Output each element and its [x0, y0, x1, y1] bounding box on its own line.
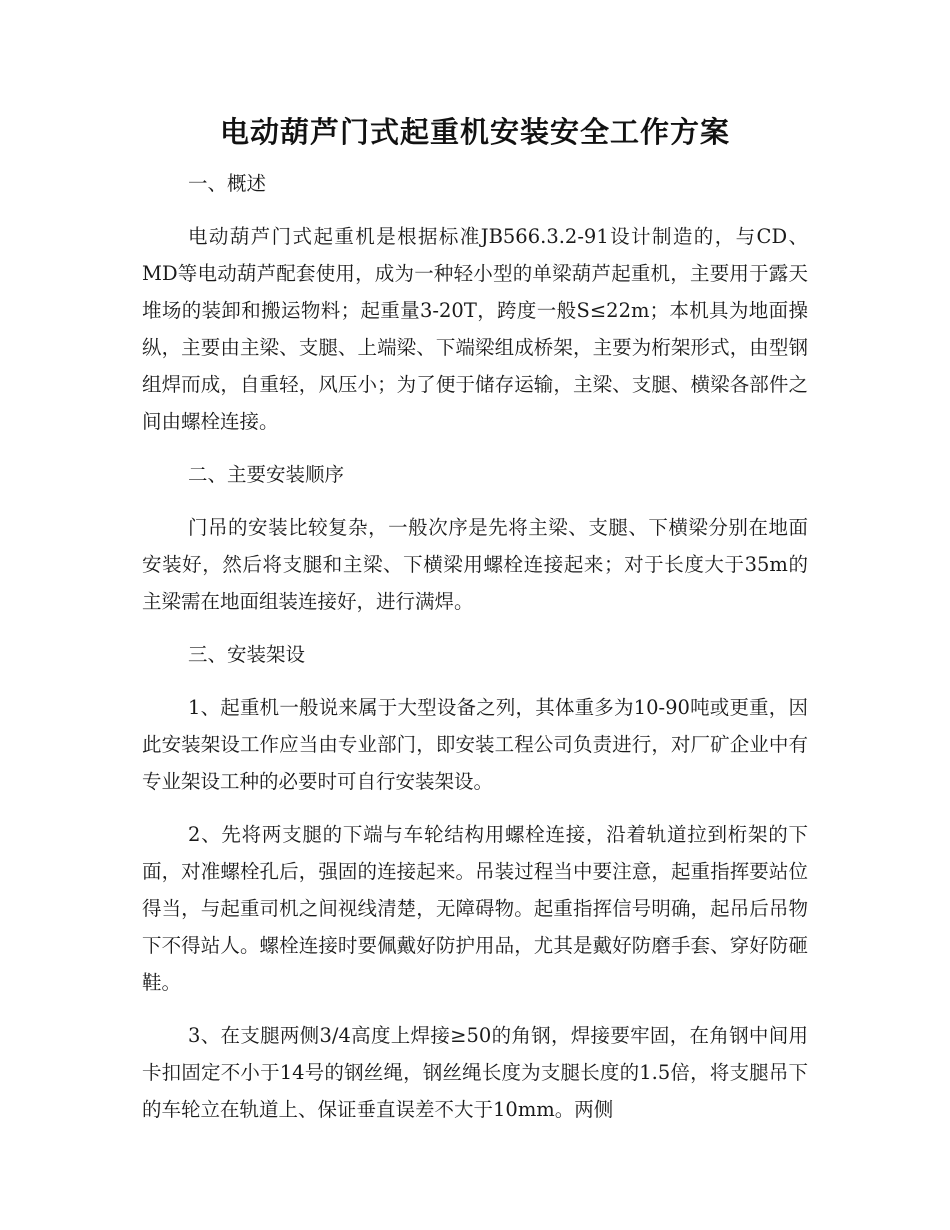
paragraph: 电动葫芦门式起重机是根据标准JB566.3.2-91设计制造的，与CD、MD等电动葫芦配套使用，成为一种轻小型的单梁葫芦起重机，主要用于露天堆场的装卸和搬运物料；起重量3-20T，跨度一般S≤22m；本机具为地面操纵，主要由主梁、支腿、上端梁、下端梁组成桥架，主要为桁架形式，由型钢组焊而成，自重轻，风压小；为了便于储存运输，主梁、支腿、横梁各部件之间由螺栓连接。	[142, 225, 808, 433]
paragraph: 门吊的安装比较复杂，一般次序是先将主梁、支腿、下横梁分别在地面安装好，然后将支腿和主梁、下横梁用螺栓连接起来；对于长度大于35m的主梁需在地面组装连接好，进行满焊。	[142, 516, 808, 613]
section-heading-overview: 一、概述	[188, 172, 267, 195]
paragraph: 1、起重机一般说来属于大型设备之列，其体重多为10-90吨或更重，因此安装架设工作应当由专业部门，即安装工程公司负责进行，对厂矿企业中有专业架设工种的必要时可自行安装架设。	[142, 696, 808, 793]
document-title: 电动葫芦门式起重机安装安全工作方案	[219, 115, 730, 149]
section-heading-install-order: 二、主要安装顺序	[188, 463, 345, 486]
document-body	[142, 165, 808, 1144]
paragraph: 2、先将两支腿的下端与车轮结构用螺栓连接，沿着轨道拉到桁架的下面，对准螺栓孔后，强固的连接起来。吊装过程当中要注意，起重指挥要站位得当，与起重司机之间视线清楚，无障碍物。起重指挥信号明确，起吊后吊物下不得站人。螺栓连接时要佩戴好防护用品，尤其是戴好防磨手套、穿好防砸鞋。	[142, 823, 808, 994]
paragraph: 3、在支腿两侧3/4高度上焊接≥50的角钢，焊接要牢固，在角钢中间用卡扣固定不小于14号的钢丝绳，钢丝绳长度为支腿长度的1.5倍，将支腿吊下的车轮立在轨道上、保证垂直误差不大于10mm。两侧	[142, 1024, 808, 1121]
section-heading-install-erection: 三、安装架设	[188, 643, 306, 666]
